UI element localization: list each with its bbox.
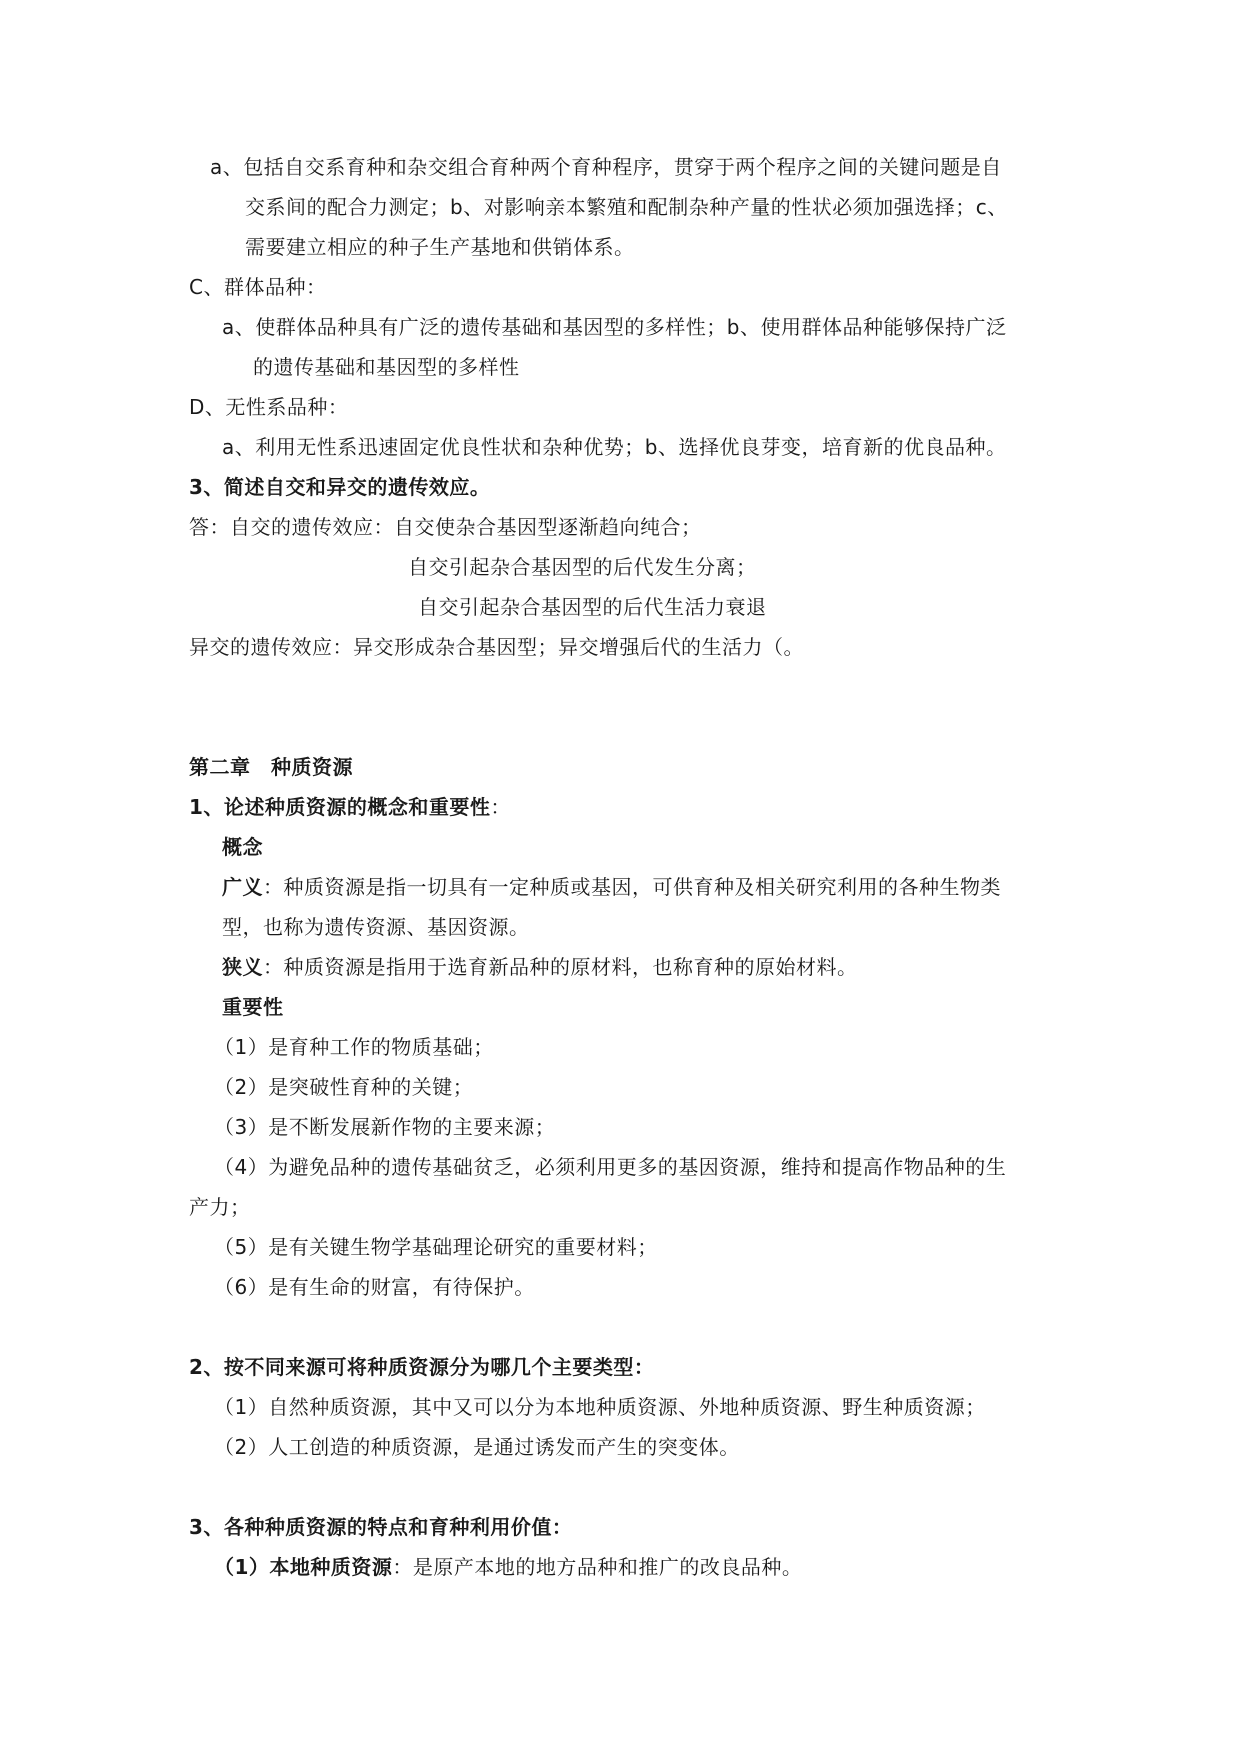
list-item: （3）是不断发展新作物的主要来源；: [214, 1115, 556, 1139]
list-item: （5）是有关键生物学基础理论研究的重要材料；: [214, 1235, 658, 1259]
section-label: 概念: [222, 835, 263, 859]
text-line: 的遗传基础和基因型的多样性: [253, 355, 520, 379]
question-heading: 3、各种种质资源的特点和育种利用价值：: [189, 1515, 573, 1539]
question-heading: [189, 793, 511, 821]
colon: ：: [490, 795, 511, 819]
text-line: D、无性系品种：: [189, 395, 349, 419]
list-item: （2）是突破性育种的关键；: [214, 1075, 474, 1099]
text-line: 答：自交的遗传效应：自交使杂合基因型逐渐趋向纯合；: [189, 515, 702, 539]
text-line: a、包括自交系育种和杂交组合育种两个育种程序，贯穿于两个程序之间的关键问题是自: [210, 155, 1002, 179]
text-line: [222, 953, 858, 981]
text-line: [222, 873, 1001, 901]
term-label: 狭义: [222, 955, 263, 979]
list-item: （2）人工创造的种质资源，是通过诱发而产生的突变体。: [214, 1435, 740, 1459]
term-label: 广义: [222, 875, 263, 899]
chapter-title: 第二章 种质资源: [189, 755, 353, 779]
text-line: 型，也称为遗传资源、基因资源。: [222, 915, 530, 939]
list-item: （4）为避免品种的遗传基础贫乏，必须利用更多的基因资源，维持和提高作物品种的生: [214, 1155, 1007, 1179]
list-item: （6）是有生命的财富，有待保护。: [214, 1275, 535, 1299]
text-line: a、利用无性系迅速固定优良性状和杂种优势；b、选择优良芽变，培育新的优良品种。: [222, 435, 1007, 459]
text-line: 需要建立相应的种子生产基地和供销体系。: [245, 235, 635, 259]
term-text: ：是原产本地的地方品种和推广的改良品种。: [392, 1555, 803, 1579]
text-line: C、群体品种：: [189, 275, 327, 299]
text-line: 异交的遗传效应：异交形成杂合基因型；异交增强后代的生活力（。: [189, 635, 804, 659]
term-text: ：种质资源是指用于选育新品种的原材料，也称育种的原始材料。: [263, 955, 858, 979]
list-item: [214, 1553, 802, 1581]
section-label: 重要性: [222, 995, 284, 1019]
question-heading: 3、简述自交和异交的遗传效应。: [189, 475, 491, 499]
text-line: 自交引起杂合基因型的后代发生分离；: [408, 555, 757, 579]
text-line: 交系间的配合力测定；b、对影响亲本繁殖和配制杂种产量的性状必须加强选择；c、: [245, 195, 1008, 219]
text-line: 自交引起杂合基因型的后代生活力衰退: [418, 595, 767, 619]
list-item: （1）自然种质资源，其中又可以分为本地种质资源、外地种质资源、野生种质资源；: [214, 1395, 986, 1419]
term-text: ：种质资源是指一切具有一定种质或基因，可供育种及相关研究利用的各种生物类: [263, 875, 1001, 899]
term-label: （1）本地种质资源: [214, 1555, 393, 1579]
question-heading: 2、按不同来源可将种质资源分为哪几个主要类型：: [189, 1355, 655, 1379]
list-item: 产力；: [189, 1195, 251, 1219]
text-line: a、使群体品种具有广泛的遗传基础和基因型的多样性；b、使用群体品种能够保持广泛: [222, 315, 1007, 339]
list-item: （1）是育种工作的物质基础；: [214, 1035, 494, 1059]
question-text: 1、论述种质资源的概念和重要性: [189, 795, 491, 819]
